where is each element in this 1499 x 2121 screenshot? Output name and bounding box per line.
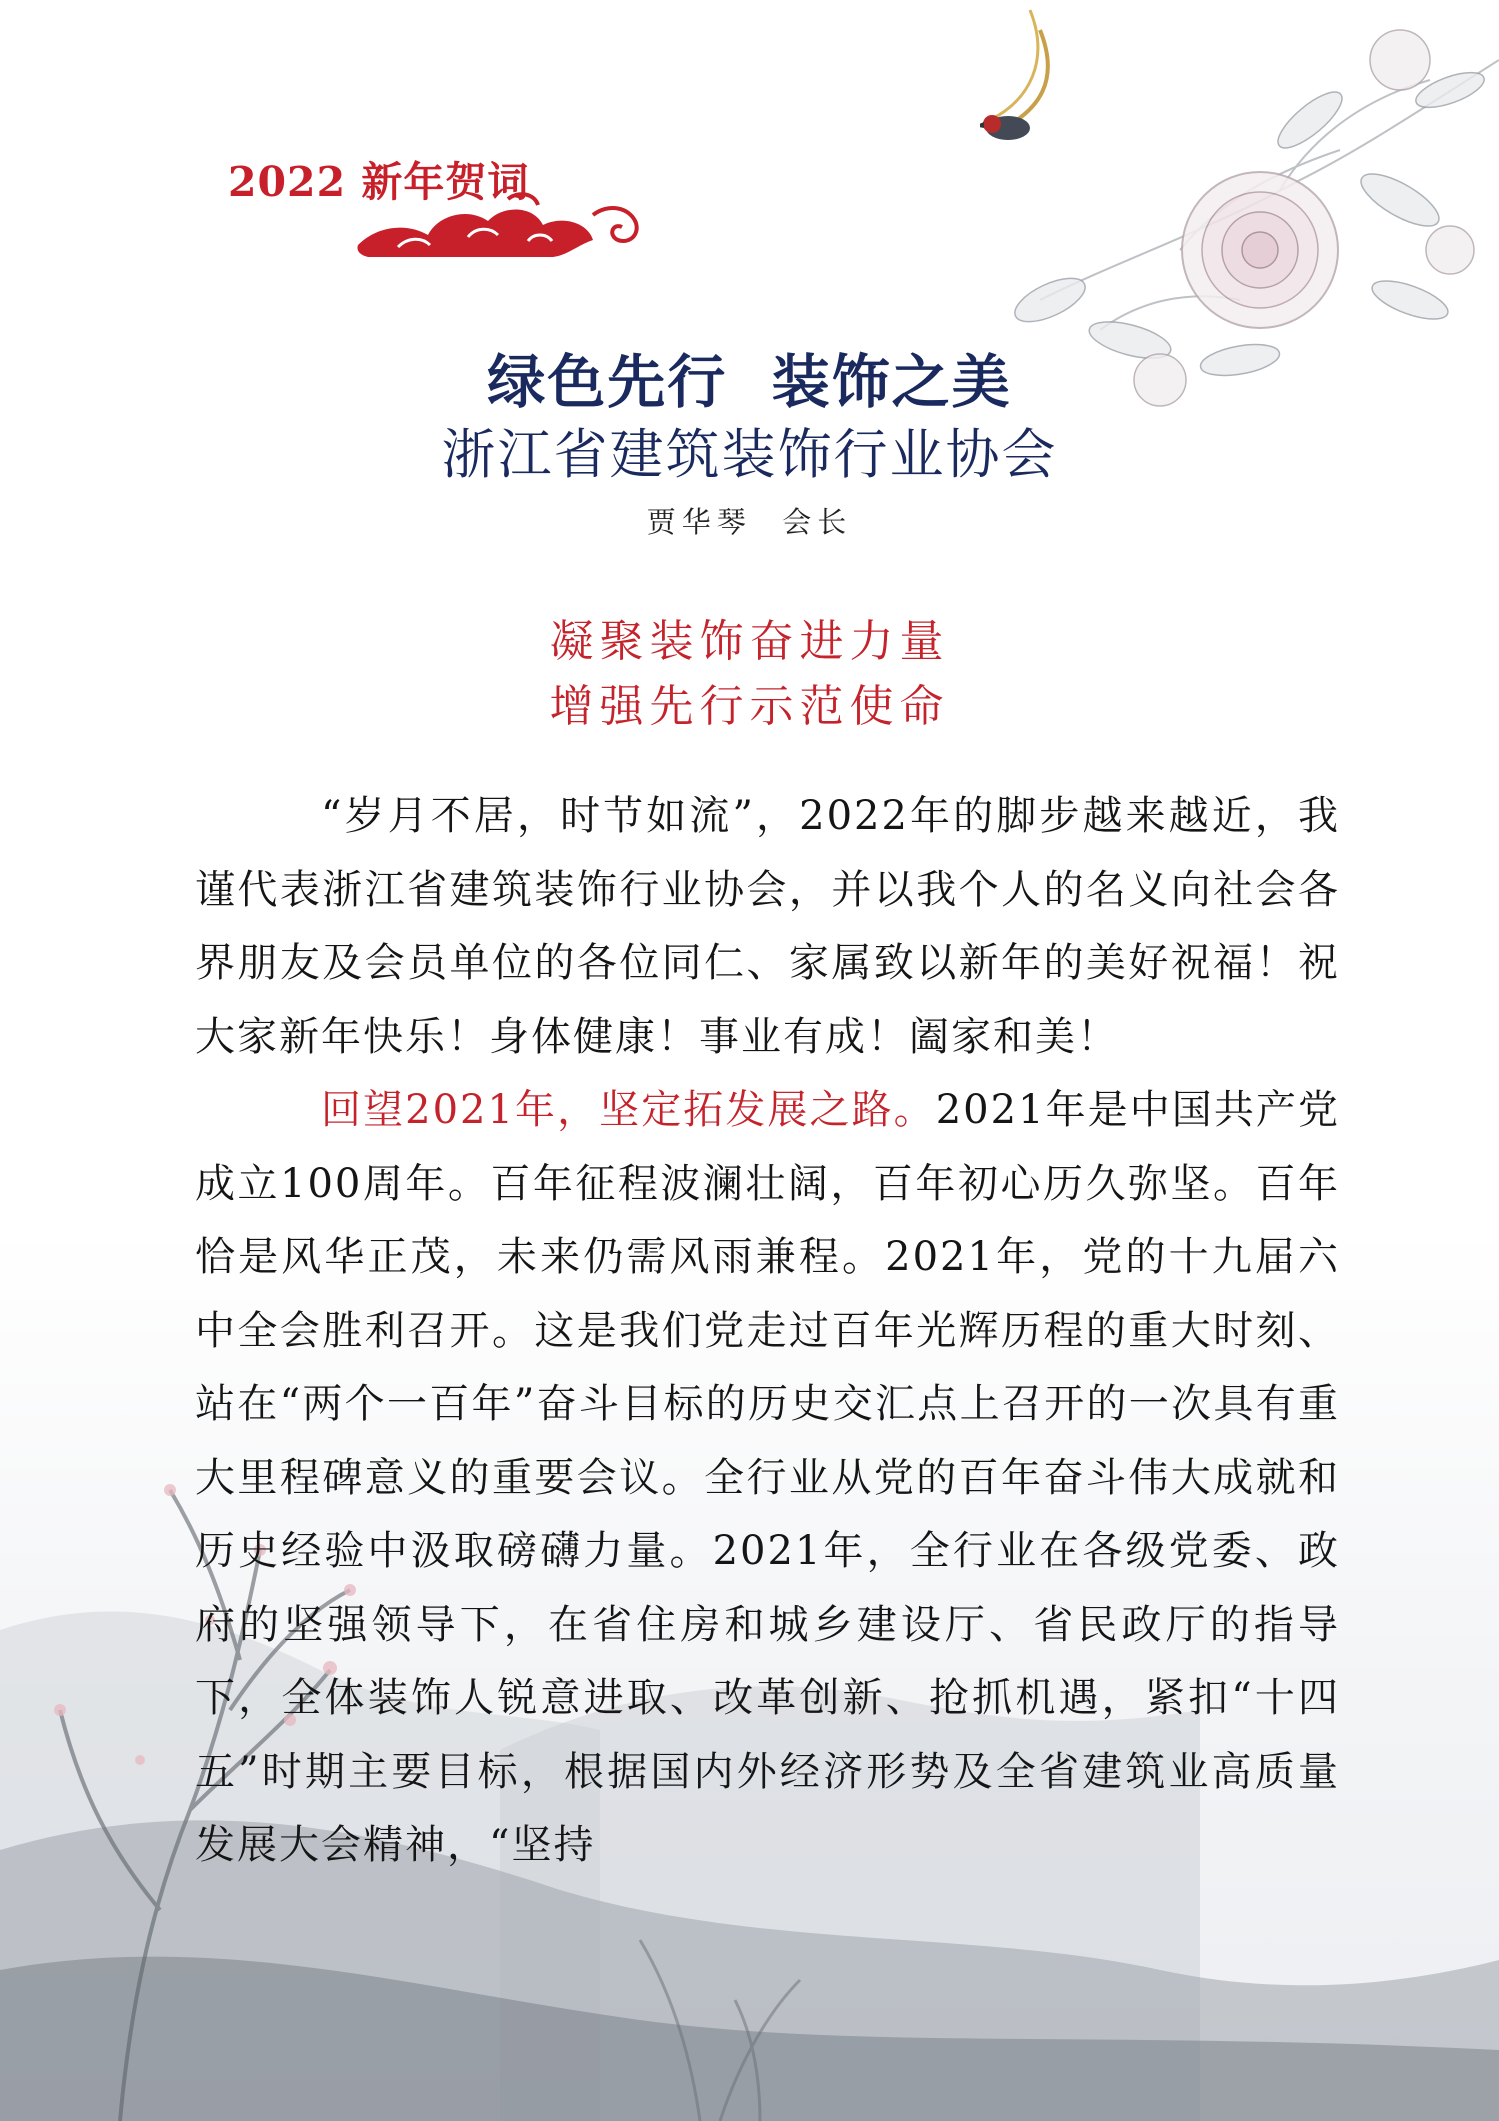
author-line: 贾华琴 会长 <box>646 505 853 539</box>
organization-name: 浙江省建筑装饰行业协会 <box>441 423 1058 486</box>
theme-line-2: 增强先行示范使命 <box>549 681 950 732</box>
theme-line-1: 凝聚装饰奋进力量 <box>549 616 950 667</box>
paragraph-1: “岁月不居，时节如流”，2022年的脚步越来越近，我谨代表浙江省建筑装饰行业协会，并以我个人的名义向社会各界朋友及会员单位的各位同仁、家属致以新年的美好祝福！祝大家新年快乐！身体健康！事业有成！阖家和美！ <box>195 793 1340 1060</box>
paragraph-2-highlight: 回望2021年，坚定拓发展之路。 <box>321 1087 936 1133</box>
page-title: 绿色先行 装饰之美 <box>487 348 1012 416</box>
greeting-body <box>195 780 1340 1883</box>
new-year-greeting-badge <box>228 145 658 265</box>
paragraph-2-text: 2021年是中国共产党成立100周年。百年征程波澜壮阔，百年初心历久弥坚。百年恰是风华正茂，未来仍需风雨兼程。2021年，党的十九届六中全会胜利召开。这是我们党走过百年光辉历程的重大时刻、站在“两个一百年”奋斗目标的历史交汇点上召开的一次具有重大里程碑意义的重要会议。全行业从党的百年奋斗伟大成就和历史经验中汲取磅礴力量。2021年，全行业在各级党委、政府的坚强领导下，在省住房和城乡建设厅、省民政厅的指导下，全体装饰人锐意进取、改革创新、抢抓机遇，紧扣“十四五”时期主要目标，根据国内外经济形势及全省建筑业高质量发展大会精神，“坚持 <box>195 1087 1341 1868</box>
badge-title: 2022 新年贺词 <box>228 158 530 206</box>
auspicious-cloud-icon <box>338 185 658 265</box>
paragraph-2 <box>195 1074 1340 1883</box>
